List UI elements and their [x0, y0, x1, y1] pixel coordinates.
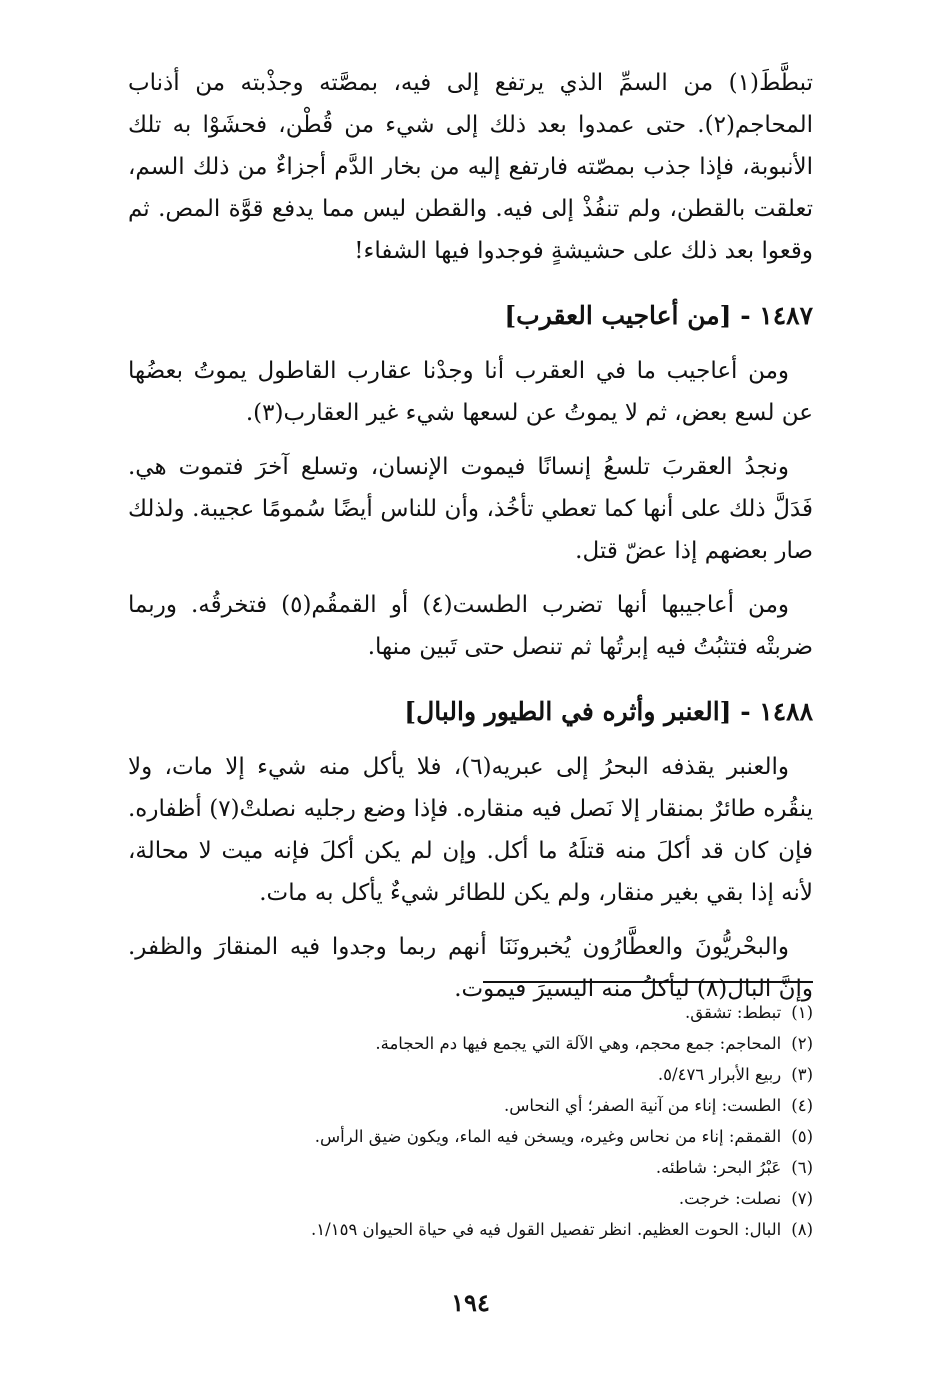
paragraph: ونجدُ العقربَ تلسعُ إنسانًا فيموت الإنسان، وتسلع آخرَ فتموت هي. فَدَلَّ ذلك على أنها كما تعطي تأخُذ، وأن للناس أيضًا سُمومًا عجيبة. ولذلك صار بعضهم إذا عضّ قتل.	[128, 454, 813, 564]
footnote-text: تبطط: تشقق.	[685, 1003, 782, 1022]
section-heading-1488	[128, 690, 813, 734]
footnote-marker: (٨)	[791, 1220, 813, 1239]
footnote-marker: (٤)	[791, 1096, 813, 1115]
footnote-marker: (٢)	[791, 1034, 813, 1053]
section-heading-1487	[128, 294, 813, 338]
paragraph: والعنبر يقذفه البحرُ إلى عبريه(٦)، فلا يأكل منه شيء إلا مات، ولا ينقُره طائرٌ بمنقار إلا نَصل فيه منقاره. فإذا وضع رجليه نصلتْ(٧) أظفاره. فإن كان قد أكلَ منه قتلَهُ ما أكل. وإن لم يكن أكلَ فإنه ميت لا محالة، لأنه إذا بقي بغير منقار، ولم يكن للطائر شيءٌ يأكل به مات.	[128, 754, 814, 906]
footnote-text: نصلت: خرجت.	[678, 1189, 782, 1208]
footnote-text: ربيع الأبرار ٥/٤٧٦.	[657, 1065, 782, 1084]
footnote-text: الطست: إناء من آنية الصفر؛ أي النحاس.	[504, 1096, 782, 1115]
paragraph: ومن أعاجيب ما في العقرب أنا وجدْنا عقارب القاطول يموتُ بعضُها عن لسع بعض، ثم لا يموتُ عن لسعها شيء غير العقارب(٣).	[128, 358, 813, 426]
footnote-text: القمقم: إناء من نحاس وغيره، ويسخن فيه الماء، ويكون ضيق الرأس.	[314, 1127, 782, 1146]
footnote-item	[128, 1183, 813, 1214]
footnote-marker: (١)	[791, 1003, 813, 1022]
section-number: ١٤٨٨ -	[740, 697, 813, 726]
footnote-text: البال: الحوت العظيم. انظر تفصيل القول فيه في حياة الحيوان ١/١٥٩.	[311, 1220, 782, 1239]
footnote-marker: (٦)	[791, 1158, 813, 1177]
footnote-item	[128, 1028, 813, 1059]
footnote-marker: (٧)	[791, 1189, 813, 1208]
footnote-marker: (٣)	[791, 1065, 813, 1084]
paragraph: والبحْريُّونَ والعطَّارُون يُخبرونَنَا أنهم ربما وجدوا فيه المنقارَ والظفر. وإنَّ البال(٨) ليأكلُ منه اليسيرَ فيموت.	[128, 934, 813, 1002]
footnote-divider	[483, 981, 813, 983]
section-title: [من أعاجيب العقرب]	[504, 301, 732, 330]
footnote-item	[128, 1214, 813, 1245]
page-body	[128, 62, 813, 1010]
footnote-marker: (٥)	[791, 1127, 813, 1146]
section-number: ١٤٨٧ -	[740, 301, 813, 330]
footnote-item	[128, 1090, 813, 1121]
paragraph: ومن أعاجيبها أنها تضرب الطست(٤) أو القمقُم(٥) فتخرقُه. وربما ضربتْه فتثبُتُ فيه إبرتُها ثم تنصل حتى تَبين منها.	[128, 592, 813, 660]
footnotes-list	[128, 997, 813, 1245]
footnote-text: عَبْرُ البحر: شاطئه.	[655, 1158, 782, 1177]
paragraph-continuation: تبطَّطَ(١) من السمِّ الذي يرتفع إلى فيه، بمصَّته وجذْبته من أذناب المحاجم(٢). حتى عمدوا بعد ذلك إلى شيء من قُطْن، فحشَوْا به تلك الأنبوبة، فإذا جذب بمصّته فارتفع إليه من بخار الدَّم أجزاءٌ من ذلك السم، تعلقت بالقطن، ولم تنفُذْ إلى فيه. والقطن ليس مما يدفع قوَّة المص. ثم وقعوا بعد ذلك على حشيشةٍ فوجدوا فيها الشفاء!	[128, 70, 813, 264]
section-title: [العنبر وأثره في الطيور والبال]	[404, 697, 732, 726]
page-number: ١٩٤	[451, 1288, 490, 1317]
footnote-item	[128, 997, 813, 1028]
footnote-item	[128, 1152, 813, 1183]
footnote-item	[128, 1121, 813, 1152]
footnote-text: المحاجم: جمع محجم، وهي الآلة التي يجمع فيها دم الحجامة.	[375, 1034, 782, 1053]
footnote-item	[128, 1059, 813, 1090]
